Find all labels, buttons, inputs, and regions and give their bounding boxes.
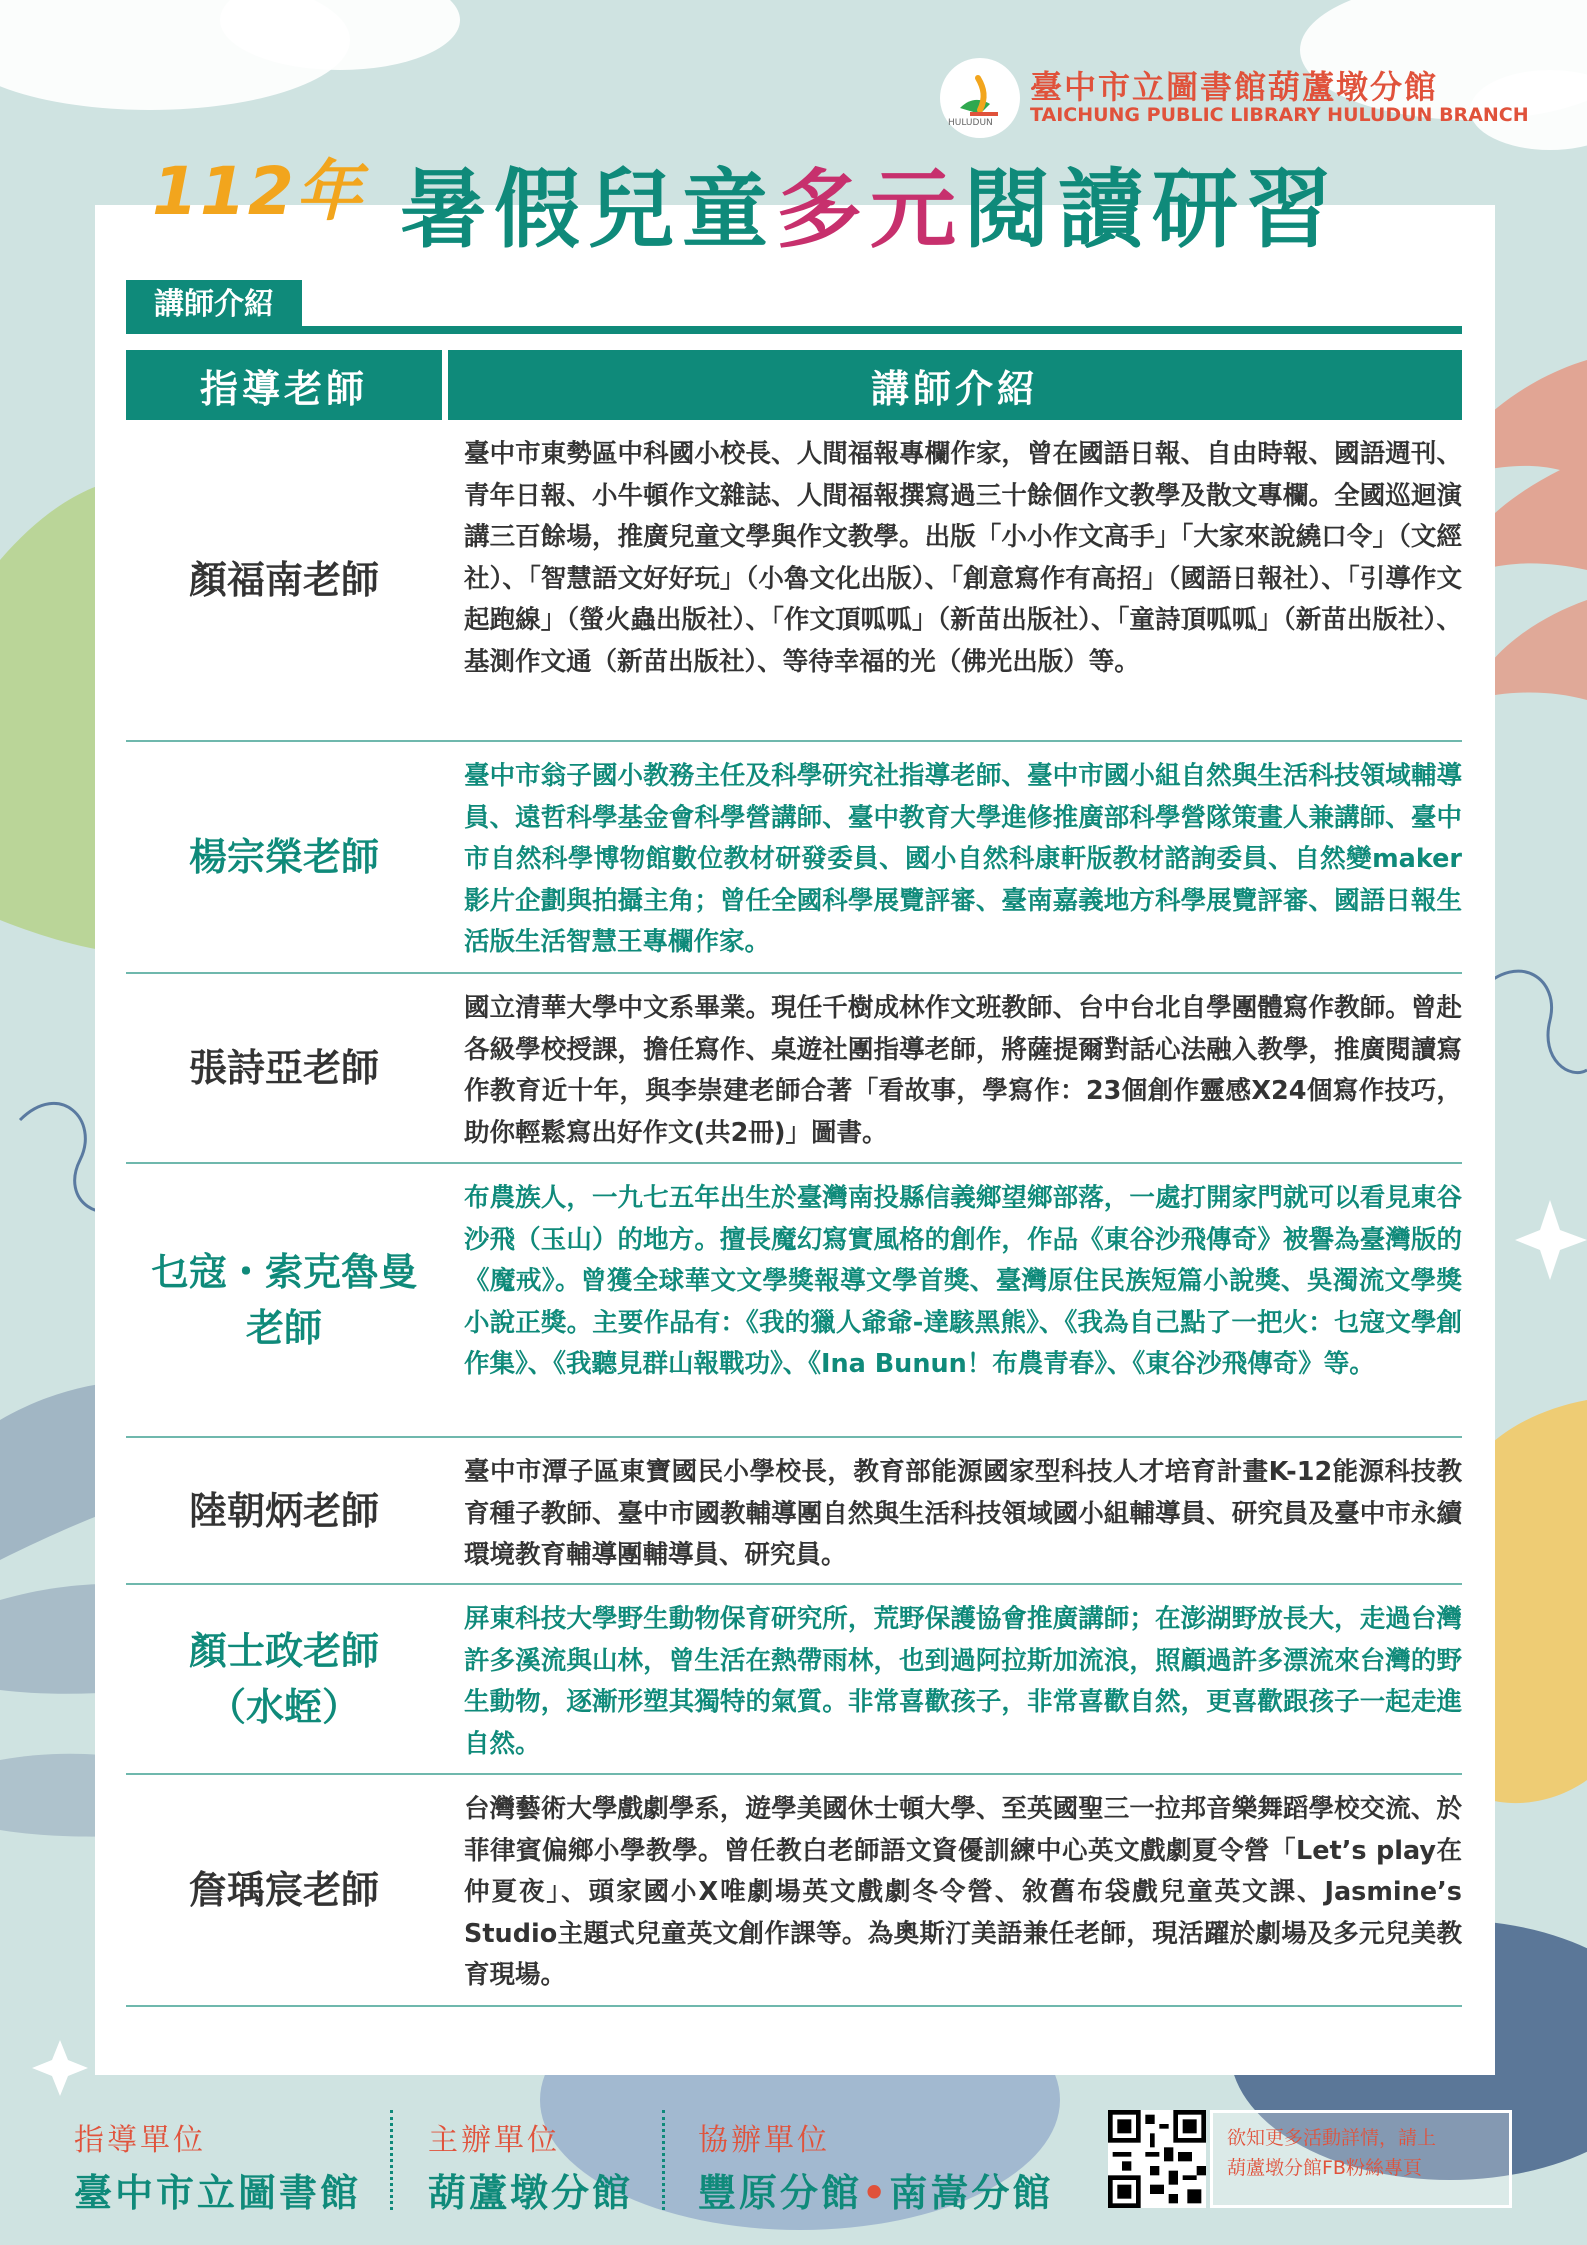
qr-code-icon xyxy=(1108,2110,1206,2208)
co-unit-2: 南嵩分館 xyxy=(889,2171,1054,2215)
instructor-intro: 臺中市潭子區東寶國民小學校長，教育部能源國家型科技人才培育計畫K-12能源科技教育種子教師、臺中市國教輔導團自然與生活科技領域國小組輔導員、研究員及臺中市永續環境教育輔導團輔導員、研究員。 xyxy=(464,1457,1462,1571)
facebook-info-box xyxy=(1210,2110,1512,2208)
column-header-instructor: 指導老師 xyxy=(126,350,442,420)
logo-caption: HULUDUN xyxy=(948,118,993,128)
table-row xyxy=(126,1585,1462,1775)
guide-unit-label: 指導單位 xyxy=(74,2123,206,2158)
instructor-table xyxy=(126,350,1462,2007)
co-unit-dot: • xyxy=(862,2171,890,2215)
co-unit-value xyxy=(698,2162,1053,2217)
library-name-en: TAICHUNG PUBLIC LIBRARY HULUDUN BRANCH xyxy=(1030,104,1529,126)
qr-code[interactable] xyxy=(1108,2110,1206,2208)
instructor-name: 張詩亞老師 xyxy=(188,1046,379,1090)
title-part-1: 暑假兒童 xyxy=(400,160,776,260)
column-header-intro: 講師介紹 xyxy=(448,350,1462,420)
table-row xyxy=(126,1775,1462,2007)
section-tab: 講師介紹 xyxy=(126,280,302,330)
facebook-info-line1: 欲知更多活動詳情，請上 xyxy=(1227,2127,1437,2149)
instructor-intro: 臺中市翁子國小教務主任及科學研究社指導老師、臺中市國小組自然與生活科技領域輔導員、遠哲科學基金會科學營講師、臺中教育大學進修推廣部科學營隊策畫人兼講師、臺中市自然科學博物館數位教材研發委員、國小自然科康軒版教材諮詢委員、自然變maker影片企劃與拍攝主角；曾任全國科學展覽評審、臺南嘉義地方科學展覽評審、國語日報生活版生活智慧王專欄作家。 xyxy=(464,761,1462,958)
table-header xyxy=(126,350,1462,420)
co-unit-1: 豐原分館 xyxy=(698,2171,863,2215)
page-title xyxy=(400,140,1340,264)
instructor-name-line1: 乜寇・索克魯曼 xyxy=(150,1250,417,1294)
guide-unit-value: 臺中市立圖書館 xyxy=(74,2171,362,2215)
instructor-name xyxy=(126,1164,442,1436)
library-name-zh: 臺中市立圖書館葫蘆墩分館 xyxy=(1030,68,1439,106)
instructor-name-line2: 老師 xyxy=(245,1306,322,1350)
instructor-name: 詹瑀宸老師 xyxy=(188,1868,379,1912)
facebook-info-line2: 葫蘆墩分館FB粉絲專頁 xyxy=(1227,2157,1422,2179)
instructor-intro: 台灣藝術大學戲劇學系，遊學美國休士頓大學、至英國聖三一拉邦音樂舞蹈學校交流、於菲律賓偏鄉小學教學。曾任教白老師語文資優訓練中心英文戲劇夏令營「Let’s play在仲夏夜」、頭家國小X唯劇場英文戲劇冬令營、敘舊布袋戲兒童英文課、Jasmine’s Studio主題式兒童英文創作課等。為奧斯汀美語兼任老師，現活躍於劇場及多元兒美教育現場。 xyxy=(464,1794,1462,1991)
table-row xyxy=(126,974,1462,1164)
table-row xyxy=(126,742,1462,974)
instructor-intro: 國立清華大學中文系畢業。現任千樹成林作文班教師、台中台北自學團體寫作教師。曾赴各級學校授課，擔任寫作、桌遊社團指導老師，將薩提爾對話心法融入教學，推廣閱讀寫作教育近十年，與李崇建老師合著「看故事，學寫作：23個創作靈感X24個寫作技巧，助你輕鬆寫出好作文(共2冊)」圖書。 xyxy=(464,993,1462,1148)
table-row xyxy=(126,1438,1462,1585)
instructor-name-line1: 顏士政老師 xyxy=(188,1629,379,1673)
instructor-intro: 布農族人，一九七五年出生於臺灣南投縣信義鄉望鄉部落，一處打開家門就可以看見東谷沙飛（玉山）的地方。擅長魔幻寫實風格的創作，作品《東谷沙飛傳奇》被譽為臺灣版的《魔戒》。曾獲全球華文文學獎報導文學首獎、臺灣原住民族短篇小說獎、吳濁流文學獎小說正獎。主要作品有：《我的獵人爺爺-達駭黑熊》、《我為自己點了一把火：乜寇文學創作集》、《我聽見群山報戰功》、《Ina Bunun！布農青春》、《東谷沙飛傳奇》等。 xyxy=(464,1183,1462,1380)
co-unit-label: 協辦單位 xyxy=(698,2123,830,2158)
table-row xyxy=(126,1164,1462,1438)
host-unit-value: 葫蘆墩分館 xyxy=(428,2171,634,2215)
instructor-name: 楊宗榮老師 xyxy=(188,835,379,879)
instructor-name-line2: （水蛭） xyxy=(207,1685,360,1729)
footer-divider xyxy=(662,2110,665,2210)
event-year: 112年 xyxy=(152,153,364,230)
instructor-intro: 屏東科技大學野生動物保育研究所，荒野保護協會推廣講師；在澎湖野放長大，走過台灣許多溪流與山林，曾生活在熱帶雨林，也到過阿拉斯加流浪，照顧過許多漂流來台灣的野生動物，逐漸形塑其獨特的氣質。非常喜歡孩子，非常喜歡自然，更喜歡跟孩子一起走進自然。 xyxy=(464,1604,1462,1759)
instructor-name xyxy=(126,1585,442,1773)
title-part-3: 閱讀研習 xyxy=(964,160,1340,260)
title-part-2: 多元 xyxy=(776,160,964,260)
host-unit-label: 主辦單位 xyxy=(428,2123,560,2158)
footer-divider xyxy=(390,2110,393,2210)
section-divider xyxy=(126,326,1462,334)
instructor-intro: 臺中市東勢區中科國小校長、人間福報專欄作家，曾在國語日報、自由時報、國語週刊、青年日報、小牛頓作文雜誌、人間福報撰寫過三十餘個作文教學及散文專欄。全國巡迴演講三百餘場，推廣兒童文學與作文教學。出版「小小作文高手」「大家來說繞口令」（文經社）、「智慧語文好好玩」（小魯文化出版）、「創意寫作有高招」（國語日報社）、「引導作文起跑線」（螢火蟲出版社）、「作文頂呱呱」（新苗出版社）、「童詩頂呱呱」（新苗出版社）、基測作文通（新苗出版社）、等待幸福的光（佛光出版）等。 xyxy=(464,439,1462,677)
table-row xyxy=(126,420,1462,742)
instructor-name: 顏福南老師 xyxy=(188,558,379,602)
instructor-name: 陸朝炳老師 xyxy=(188,1488,379,1533)
